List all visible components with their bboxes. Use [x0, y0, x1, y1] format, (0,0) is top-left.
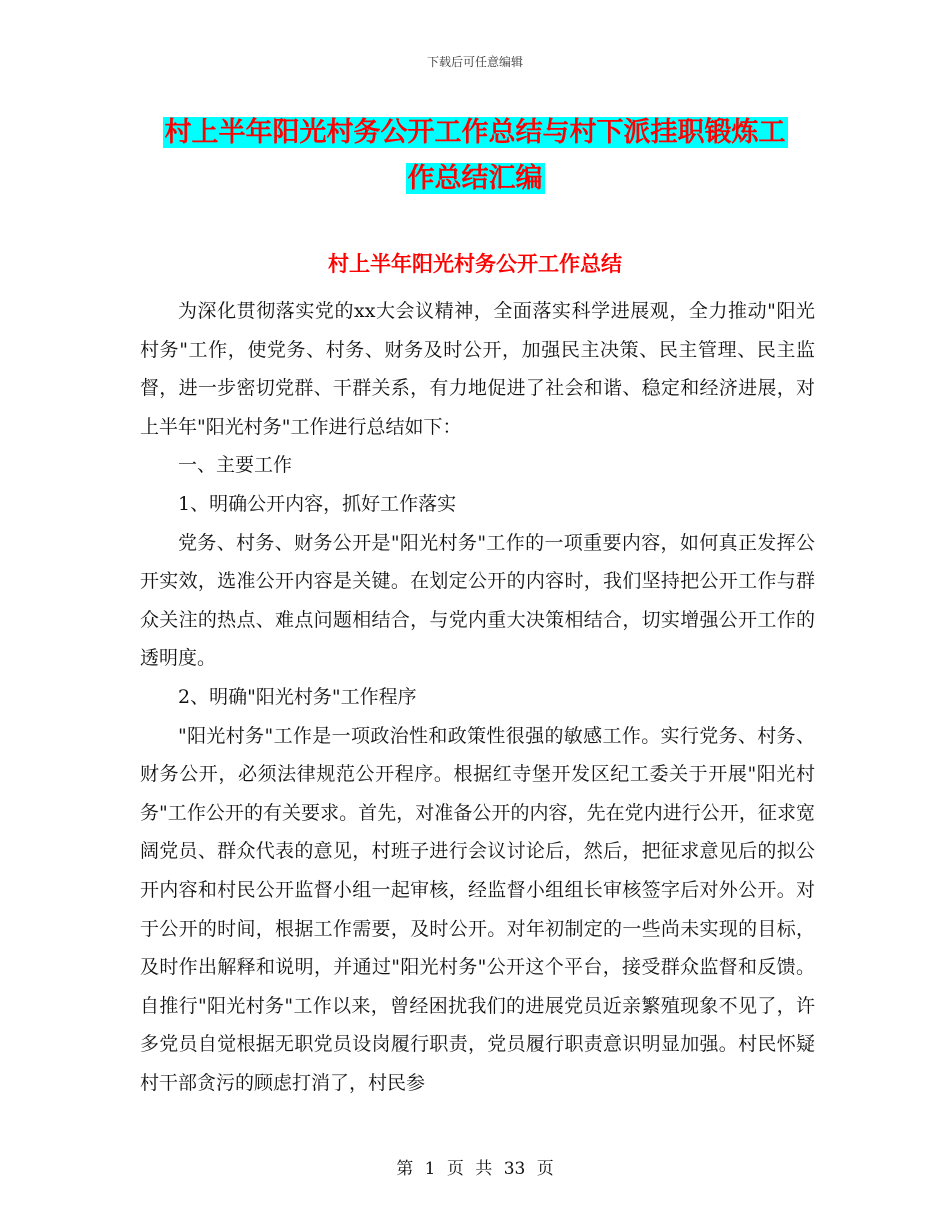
- paragraph-content-disclosure: 党务、村务、财务公开是"阳光村务"工作的一项重要内容，如何真正发挥公开实效，选准公开内容是关键。在划定公开的内容时，我们坚持把公开工作与群众关注的热点、难点问题相结合，与党内重大决策相结合，切实增强公开工作的透明度。: [140, 531, 815, 670]
- section-title: 村上半年阳光村务公开工作总结: [328, 252, 622, 276]
- document-title-line-2: 作总结汇编: [407, 163, 543, 194]
- document-title: [0, 110, 950, 202]
- header-note: 下载后可任意编辑: [426, 55, 523, 69]
- document-body: [140, 292, 815, 1102]
- subheading-2: 2、明确"阳光村务"工作程序: [178, 685, 417, 708]
- subheading-1: 1、明确公开内容，抓好工作落实: [178, 492, 457, 515]
- heading-main-work: 一、主要工作: [178, 454, 293, 477]
- document-title-line-1: 村上半年阳光村务公开工作总结与村下派挂职锻炼工: [164, 117, 786, 148]
- page-footer: 第 1 页 共 33 页: [396, 1159, 554, 1179]
- paragraph-intro: 为深化贯彻落实党的xx大会议精神，全面落实科学进展观，全力推动"阳光村务"工作，使党务、村务、财务及时公开，加强民主决策、民主管理、民主监督，进一步密切党群、干群关系，有力地促进了社会和谐、稳定和经济进展，对上半年"阳光村务"工作进行总结如下：: [140, 300, 815, 438]
- paragraph-procedure: "阳光村务"工作是一项政治性和政策性很强的敏感工作。实行党务、村务、财务公开，必须法律规范公开程序。根据红寺堡开发区纪工委关于开展"阳光村务"工作公开的有关要求。首先，对准备公开的内容，先在党内进行公开，征求宽阔党员、群众代表的意见，村班子进行会议讨论后，然后，把征求意见后的拟公开内容和村民公开监督小组一起审核，经监督小组组长审核签字后对外公开。对于公开的时间，根据工作需要，及时公开。对年初制定的一些尚未实现的目标，及时作出解释和说明，并通过"阳光村务"公开这个平台，接受群众监督和反馈。自推行"阳光村务"工作以来，曾经困扰我们的进展党员近亲繁殖现象不见了，许多党员自觉根据无职党员设岗履行职责，党员履行职责意识明显加强。村民怀疑村干部贪污的顾虑打消了，村民参: [140, 724, 815, 1094]
